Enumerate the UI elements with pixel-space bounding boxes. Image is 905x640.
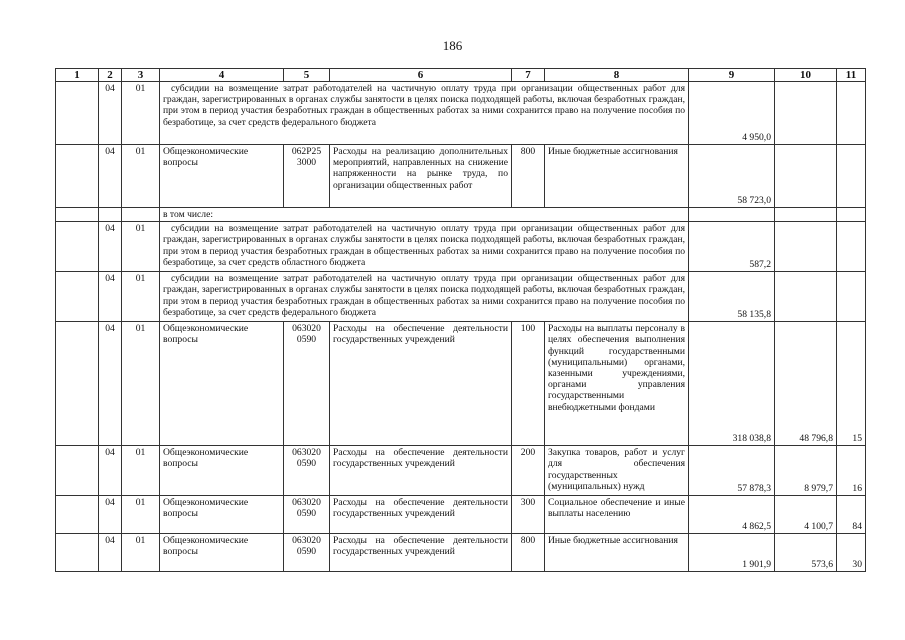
amount-col9: 587,2 [689,222,775,272]
amount-col9: 1 901,9 [689,534,775,572]
amount-col10 [775,208,837,222]
amount-col10: 8 979,7 [775,446,837,496]
amount-col10 [775,145,837,208]
target-article-code: 063020 0590 [284,446,330,496]
amount-col9: 58 723,0 [689,145,775,208]
subsidy-text: субсидии на возмещение затрат работодателей на частичную оплату труда при организации общественных работ для граждан, зарегистрированных в органах службы занятости в целях поиска подходящей работы, включая безработных граждан, при этом в период участия безработных граждан в общественных работах за ними сохранится право на получение пособия по безработице, за счет средств областного бюджета [160,222,689,272]
header-cell: 4 [160,69,284,82]
header-cell: 11 [837,69,866,82]
amount-col10 [775,222,837,272]
amount-col10: 48 796,8 [775,322,837,446]
subsection-code: 01 [122,145,160,208]
header-cell: 5 [284,69,330,82]
category-name: Общеэкономические вопросы [160,446,284,496]
amount-col11: 30 [837,534,866,572]
category-name: Общеэкономические вопросы [160,496,284,534]
amount-col9: 4 950,0 [689,82,775,145]
section-code: 04 [99,534,122,572]
section-code: 04 [99,446,122,496]
header-cell: 3 [122,69,160,82]
expense-type-code: 800 [512,145,545,208]
amount-col11 [837,272,866,322]
subsidy-text: субсидии на возмещение затрат работодателей на частичную оплату труда при организации общественных работ для граждан, зарегистрированных в органах службы занятости в целях поиска подходящей работы, включая безработных граждан, при этом в период участия безработных граждан в общественных работах за ними сохранится право на получение пособия по безработице, за счет средств федерального бюджета [160,82,689,145]
expense-type-code: 100 [512,322,545,446]
category-name: Общеэкономические вопросы [160,145,284,208]
subsidy-text: субсидии на возмещение затрат работодателей на частичную оплату труда при организации общественных работ для граждан, зарегистрированных в органах службы занятости в целях поиска подходящей работы, включая безработных граждан, при этом в период участия безработных граждан в общественных работах за ними сохранится право на получение пособия по безработице, за счет средств федерального бюджета [160,272,689,322]
amount-col11: 16 [837,446,866,496]
subsection-code: 01 [122,496,160,534]
expense-description: Расходы на обеспечение деятельности государственных учреждений [330,322,512,446]
table-row [56,272,866,322]
expense-type-code: 300 [512,496,545,534]
expense-type-name: Закупка товаров, работ и услуг для обеспечения государственных (муниципальных) нужд [545,446,689,496]
expense-description: Расходы на обеспечение деятельности государственных учреждений [330,446,512,496]
table-row [56,82,866,145]
expense-description: Расходы на реализацию дополнительных мероприятий, направленных на снижение напряженности на рынке труда, по организации общественных работ [330,145,512,208]
subsection-code: 01 [122,446,160,496]
amount-col9: 57 878,3 [689,446,775,496]
section-code: 04 [99,272,122,322]
amount-col9: 318 038,8 [689,322,775,446]
amount-col10 [775,272,837,322]
header-cell: 9 [689,69,775,82]
amount-col9 [689,208,775,222]
section-code: 04 [99,145,122,208]
amount-col10: 573,6 [775,534,837,572]
section-code: 04 [99,222,122,272]
expense-description: Расходы на обеспечение деятельности государственных учреждений [330,534,512,572]
target-article-code: 063020 0590 [284,322,330,446]
expense-type-name: Иные бюджетные ассигнования [545,145,689,208]
amount-col11 [837,222,866,272]
budget-table [55,68,866,572]
table-row [56,208,866,222]
header-cell: 6 [330,69,512,82]
target-article-code: 063020 0590 [284,534,330,572]
table-row [56,534,866,572]
expense-type-name: Социальное обеспечение и иные выплаты населению [545,496,689,534]
expense-description: Расходы на обеспечение деятельности государственных учреждений [330,496,512,534]
expense-type-code: 800 [512,534,545,572]
header-cell: 2 [99,69,122,82]
subsection-code [122,208,160,222]
category-name: Общеэкономические вопросы [160,534,284,572]
target-article-code: 063020 0590 [284,496,330,534]
section-code: 04 [99,322,122,446]
subsection-code: 01 [122,272,160,322]
section-code: 04 [99,82,122,145]
category-name: Общеэкономические вопросы [160,322,284,446]
subsection-code: 01 [122,534,160,572]
table-row [56,446,866,496]
amount-col11: 15 [837,322,866,446]
subsection-code: 01 [122,222,160,272]
subsection-code: 01 [122,82,160,145]
table-header [56,69,866,82]
table-row [56,145,866,208]
header-cell: 7 [512,69,545,82]
amount-col11 [837,208,866,222]
header-cell: 8 [545,69,689,82]
section-code: 04 [99,496,122,534]
amount-col9: 4 862,5 [689,496,775,534]
amount-col11 [837,145,866,208]
expense-type-name: Иные бюджетные ассигнования [545,534,689,572]
header-cell: 1 [56,69,99,82]
amount-col11: 84 [837,496,866,534]
table-row [56,222,866,272]
section-code [99,208,122,222]
amount-col10: 4 100,7 [775,496,837,534]
expense-type-name: Расходы на выплаты персоналу в целях обеспечения выполнения функций государственными (муниципальными) органами, казенными учреждениями, органами управления государственными внебюджетными фондами [545,322,689,446]
page-number: 186 [442,38,463,53]
target-article-code: 062Р25 3000 [284,145,330,208]
amount-col11 [837,82,866,145]
amount-col10 [775,82,837,145]
expense-type-code: 200 [512,446,545,496]
header-cell: 10 [775,69,837,82]
table-row [56,496,866,534]
amount-col9: 58 135,8 [689,272,775,322]
table-row [56,322,866,446]
subsection-code: 01 [122,322,160,446]
including-label: в том числе: [160,208,689,222]
